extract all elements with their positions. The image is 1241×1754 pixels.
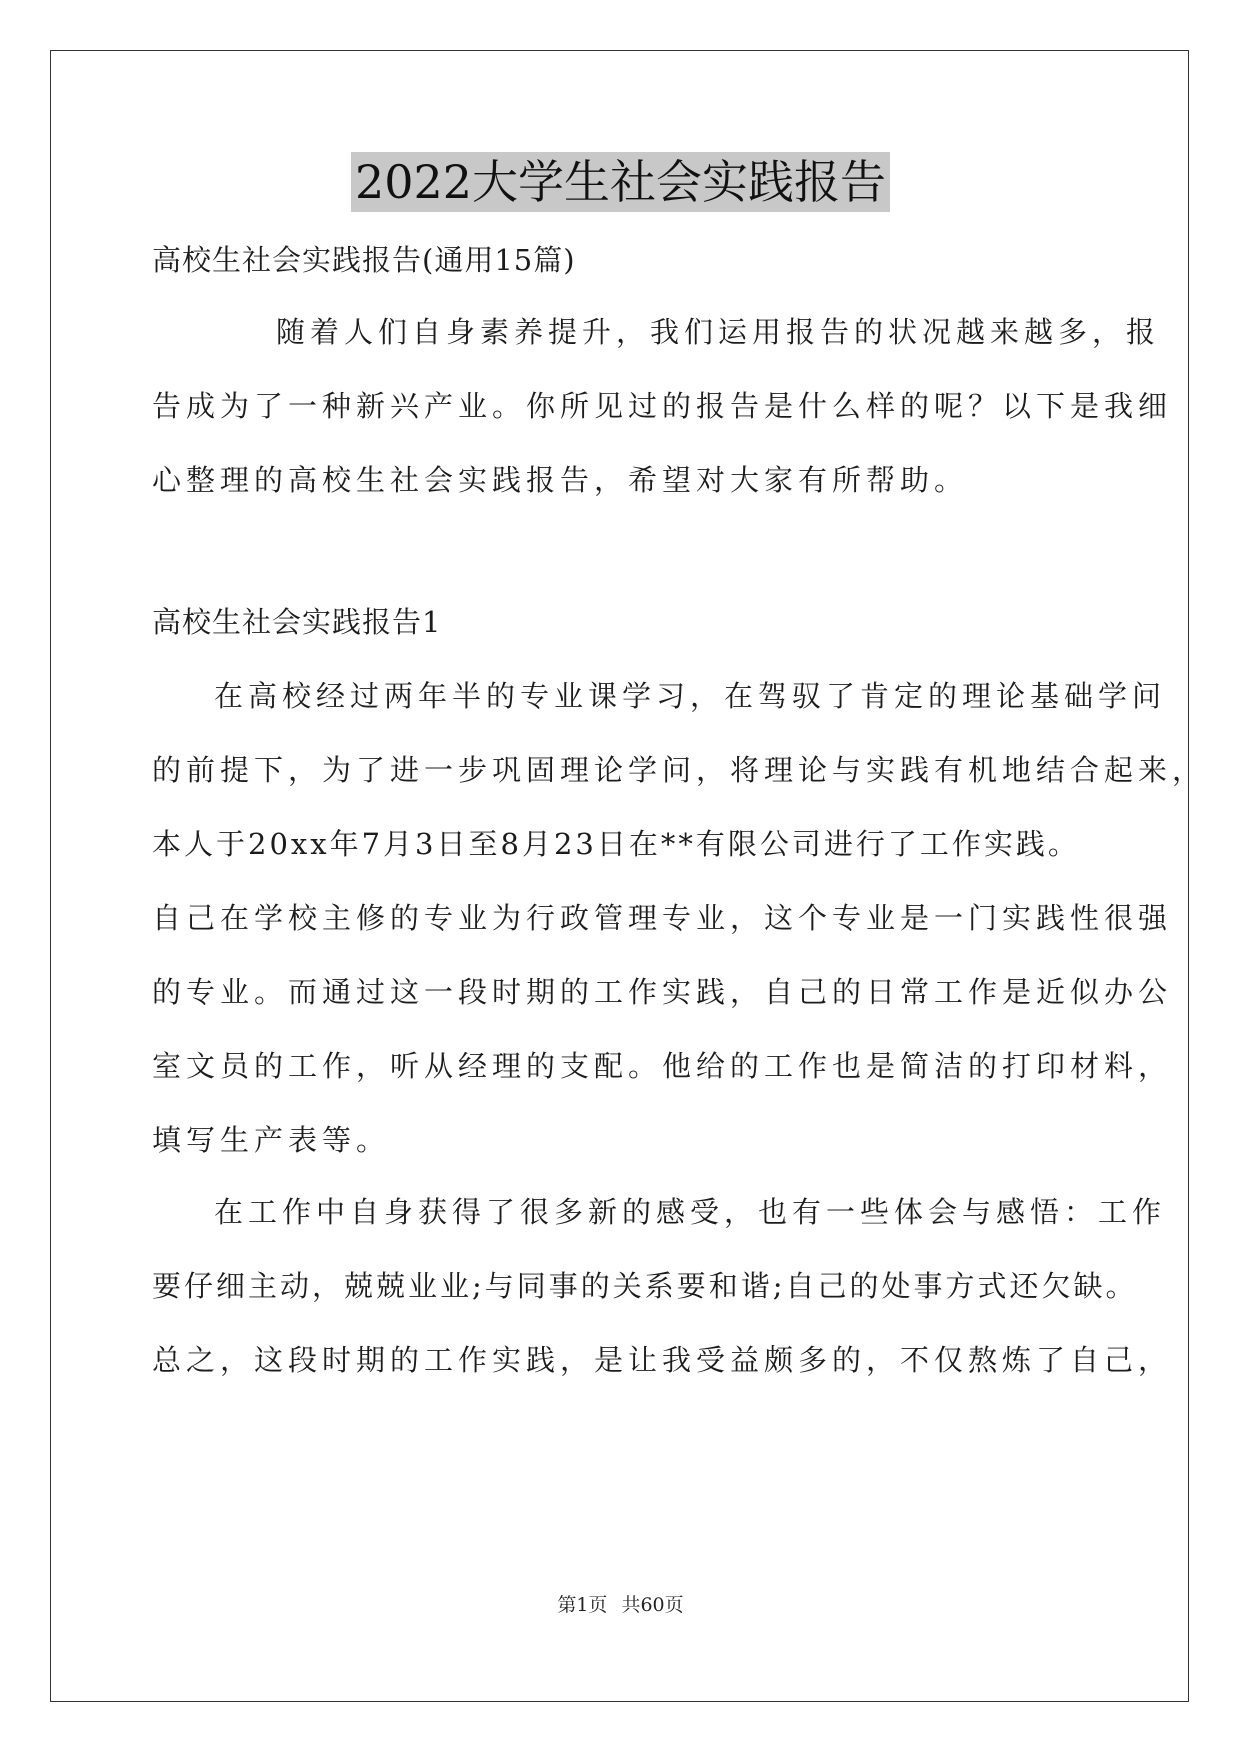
body-line-7: 填写生产表等。 bbox=[152, 1123, 391, 1157]
document-subtitle: 高校生社会实践报告(通用15篇) bbox=[152, 243, 576, 277]
body-line-5: 的专业。而通过这一段时期的工作实践，自己的日常工作是近似办公 bbox=[152, 975, 1173, 1009]
body-line-9: 要仔细主动，兢兢业业;与同事的关系要和谐;自己的处事方式还欠缺。 bbox=[152, 1269, 1138, 1303]
page-border bbox=[50, 50, 1189, 1702]
body-line-4: 自己在学校主修的专业为行政管理专业，这个专业是一门实践性很强 bbox=[152, 901, 1173, 935]
body-line-6: 室文员的工作，听从经理的支配。他给的工作也是简洁的打印材料， bbox=[152, 1049, 1173, 1083]
page-number: 第1页 bbox=[557, 1594, 608, 1616]
page-total: 共60页 bbox=[621, 1594, 684, 1616]
intro-line-2: 告成为了一种新兴产业。你所见过的报告是什么样的呢？以下是我细 bbox=[152, 389, 1173, 423]
body-line-2: 的前提下，为了进一步巩固理论学问，将理论与实践有机地结合起来， bbox=[152, 753, 1207, 787]
section-heading: 高校生社会实践报告1 bbox=[152, 605, 442, 639]
body-line-1: 在高校经过两年半的专业课学习，在驾驭了肯定的理论基础学问 bbox=[214, 679, 1167, 713]
body-line-10: 总之，这段时期的工作实践，是让我受益颇多的，不仅熬炼了自己， bbox=[152, 1343, 1173, 1377]
body-line-8: 在工作中自身获得了很多新的感受，也有一些体会与感悟：工作 bbox=[214, 1195, 1167, 1229]
page-footer bbox=[0, 1590, 1241, 1617]
intro-line-1: 随着人们自身素养提升，我们运用报告的状况越来越多，报 bbox=[276, 315, 1161, 349]
body-line-3: 本人于20xx年7月3日至8月23日在**有限公司进行了工作实践。 bbox=[152, 827, 1080, 861]
title-container bbox=[0, 152, 1241, 212]
document-title: 2022大学生社会实践报告 bbox=[351, 152, 890, 212]
intro-line-3: 心整理的高校生社会实践报告，希望对大家有所帮助。 bbox=[152, 463, 969, 497]
